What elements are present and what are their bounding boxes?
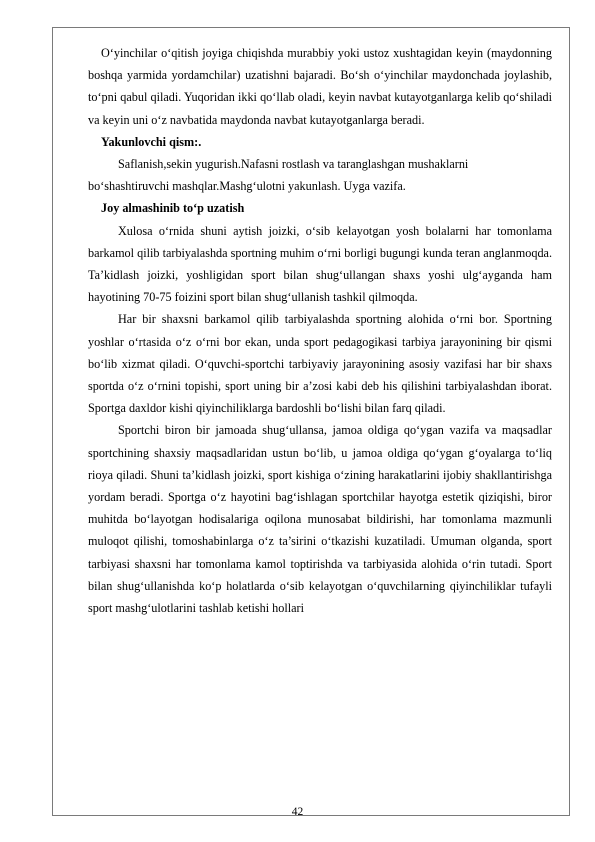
paragraph-sport-role: Har bir shaxsni barkamol qilib tarbiyalashda sportning alohida o‘rni bor. Sportning yoshlar o‘rtasida o‘z o‘rni bor ekan, unda sport pedagogikasi tarbiya jarayonining bir qismi bo‘lib xizmat qiladi. O‘quvchi-sportchi tarbiyaviy jarayonining asosiy vazifasi har bir shaxs sportda o‘z o‘rnini topishi, sport uning bir a’zosi kabi deb his qilishini tarbiyalashdan iborat. Sportga daxldor kishi qiyinchiliklarga bardoshli bo‘lishi bilan farq qiladi.: [88, 312, 552, 416]
paragraph-team: Sportchi biron bir jamoada shug‘ullansa, jamoa oldiga qo‘ygan vazifa va maqsadlar sportchining shaxsiy maqsadlaridan ustun bo‘lib, u jamoa oldiga qo‘ygan g‘oyalarga to‘liq rioya qiladi. Shuni ta’kidlash joizki, sport kishiga o‘zining harakatlarini ijobiy shakllantirishga yordam beradi. Sportga o‘z hayotini bag‘ishlagan sportchilar hayotga estetik qiziqishi, biror muhitda bo‘layotgan hodisalariga oqilona munosabat bildirishi, har tomonlama mazmunli muloqot qilishi, tomoshabinlarga o‘z ta’sirini o‘tkazishi kuzatiladi. Umuman olganda, sport tarbiyasi shaxsni har tomonlama kamol toptirishda va tarbiyasida alohida o‘rin tutadi. Sport bilan shug‘ullanishda ko‘p holatlarda o‘sib kelayotgan o‘quvchilarning qiyinchiliklar tufayli sport mashg‘ulotlarini tashlab ketishi hollari: [88, 423, 552, 616]
page-number: 42: [291, 806, 304, 818]
heading-final-part: Yakunlovchi qism:.: [101, 134, 202, 149]
paragraph-conclusion: Xulosa o‘rnida shuni aytish joizki, o‘sib kelayotgan yosh bolalarni har tomonlama barkamol qilib tarbiyalashda sportning muhim o‘rni borligi bugungi kunda teran anglanmoqda. Ta’kidlash joizki, yoshligidan sport bilan shug‘ullangan shaxs yoshi ulg‘ayganda ham hayotining 70-75 foizini sport bilan shug‘ullanish tashkil qilmoqda.: [88, 223, 552, 305]
final-part-line-2: bo‘shashtiruvchi mashqlar.Mashg‘ulotni yakunlash. Uyga vazifa.: [88, 179, 406, 194]
document-body: [88, 42, 552, 619]
heading-ball-passing: Joy almashinib to‘p uzatish: [101, 201, 245, 216]
paragraph-intro: O‘yinchilar o‘qitish joyiga chiqishda murabbiy yoki ustoz xushtagidan keyin (maydonning boshqa yarmida yordamchilar) uzatishni bajaradi. Bo‘sh o‘yinchilar maydonchada joylashib, to‘pni qabul qiladi. Yuqoridan ikki qo‘llab oladi, keyin navbat kutayotganlarga kelib qo‘shiladi va keyin uni o‘z navbatida maydonda navbat kutayotganlarga beradi.: [88, 46, 552, 127]
final-part-line-1: Saflanish,sekin yugurish.Nafasni rostlash va taranglashgan mushaklarni: [118, 157, 469, 172]
